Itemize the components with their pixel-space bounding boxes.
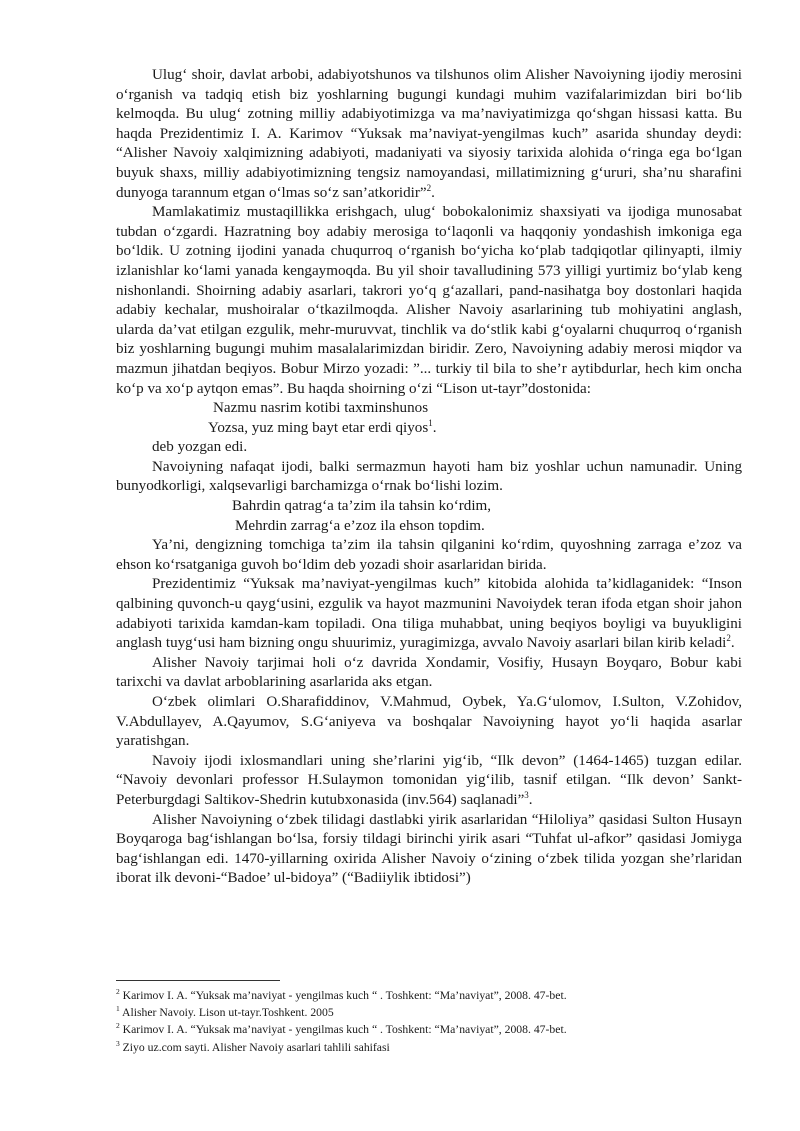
footnote: $^2$ Karimov I. A. “Yuksak ma’naviyat - yengilmas kuch “ . Toshkent: “Ma’naviyat”, 2008. 47-bet. <box>116 987 567 1002</box>
paragraph-life: Navoiyning nafaqat ijodi, balki sermazmun hayoti ham biz yoshlar uchun namunadir. Uning bunyodkorligi, xalqsevarligi barchamizga o‘rnak bo‘lishi lozim. <box>116 458 742 495</box>
footnote-divider <box>116 980 280 981</box>
verse-line: Mehrdin zarrag‘a e’zoz ila ehson topdim. <box>235 517 485 534</box>
page-body <box>116 66 742 889</box>
paragraph-independence: Mamlakatimiz mustaqillikka erishgach, ulug‘ bobokalonimiz shaxsiyati va ijodiga munosabat tubdan o‘zgardi. Hazratning boy adabiy merosiga to‘laqonli va haqqoniy yondashish imkoniga ega bo‘ldik. U zotning ijodini yanada chuqurroq o‘rganish bo‘yicha ko‘plab tadqiqotlar qilinyapti, ilmiy izlanishlar ko‘lami yanada kengaymoqda. Bu yil shoir tavalludining 573 yilligi yurtimiz bo‘ylab keng nishonlandi. Shoirning adabiy asarlari, takrori yo‘q g‘azallari, pand-nasihatga boy dostonlari haqida adabiy kechalar, mushoiralar o‘tkazilmoqda. Alisher Navoiy asarlarining tub mohiyatini anglash, ularda da’vat etilgan ezgulik, mehr-muruvvat, tinchlik va do‘stlik kabi g‘oyalarni chuqurroq o‘rganish biz yoshlarning bugungi muhim masalalarimizdan biridir. Zero, Navoiyning adabiy merosi miqdor va mazmun jihatdan beqiyos. Bobur Mirzo yozadi: ”... turkiy til bila to she’r aytibdurlar, hech kim oncha ko‘p va xo‘p aytqon emas”. Bu haqda shoirning o‘zi “Lison ut-tayr”dostonida: <box>116 204 742 397</box>
paragraph-meaning: Ya’ni, dengizning tomchiga ta’zim ila tahsin qilganini ko‘rdim, quyoshning zarraga e’zoz va ehson ko‘rsatganiga guvoh bo‘ldim deb yozadi shoir asarlaridan birida. <box>116 537 742 573</box>
paragraph-scholars: O‘zbek olimlari O.Sharafiddinov, V.Mahmud, Oybek, Ya.G‘ulomov, I.Sulton, V.Zohidov, V.Abdullayev, A.Qayumov, S.G‘aniyeva va boshqalar Navoiyning hayot yo‘li haqida asarlar yaratishgan. <box>116 694 742 750</box>
verse-line: Yozsa, yuz ming bayt etar erdi qiyos$^1$. <box>208 417 437 436</box>
paragraph-president: Prezidentimiz “Yuksak ma’naviyat-yengilmas kuch” kitobida alohida ta’kidlaganidek: “Inson qalbining quvonch-u qayg‘usini, ezgulik va hayot mazmunini Navoiydek teran ifoda etgan shoir jahon adabiyoti tarixida kamdan-kam topiladi. Ona tiliga muhabbat, uning beqiyos boyligi va buyukligini anglash tuyg‘usi ham bizning ongu shuurimiz, yuragimizga, avvalo Navoiy asarlari bilan kirib keladi$^2$. <box>116 576 742 652</box>
paragraph-works: Alisher Navoiyning o‘zbek tilidagi dastlabki yirik asarlaridan “Hiloliya” qasidasi Sulton Husayn Boyqaroga bag‘ishlangan bo‘lsa, forsiy tildagi birinchi yirik asari “Tuhfat ul-afkor” qasidasi Jomiyga bag‘ishlangan edi. 1470-yillarning oxirida Alisher Navoiy o‘zining o‘zbek tilida yozgan she’rlaridan iborat ilk devoni-“Badoe’ ul-bidoya” (“Badiiylik ibtidosi”) <box>116 811 742 887</box>
paragraph-biography: Alisher Navoiy tarjimai holi o‘z davrida Xondamir, Vosifiy, Husayn Boyqaro, Bobur kabi tarixchi va davlat arboblarining asarlarida aks etgan. <box>116 654 742 691</box>
paragraph-deb: deb yozgan edi. <box>152 439 248 456</box>
verse-line: Nazmu nasrim kotibi taxminshunos <box>213 400 429 417</box>
footnotes <box>116 987 742 1056</box>
paragraph-intro: Ulug‘ shoir, davlat arbobi, adabiyotshunos va tilshunos olim Alisher Navoiyning ijodiy merosini o‘rganish va tadqiq etish biz yoshlarning bugungi kundagi muhim vazifalarimizdan biri bo‘lib kelmoqda. Bu ulug‘ zotning milliy adabiyotimizga va ma’naviyatimizga qo‘shgan hissasi katta. Bu haqda Prezidentimiz I. A. Karimov “Yuksak ma’naviyat-yengilmas kuch” asarida shunday deydi: “Alisher Navoiy xalqimizning adabiyoti, madaniyati va siyosiy tarixida alohida o‘ringa ega bo‘lgan buyuk shaxs, milliy adabiyotimizning tengsiz namoyandasi, millatimizning g‘ururi, sha’nu sharafini dunyoga tarannum etgan o‘lmas so‘z san’atkoridir”$^2$. <box>116 67 742 201</box>
footnote: $^2$ Karimov I. A. “Yuksak ma’naviyat - yengilmas kuch “ . Toshkent: “Ma’naviyat”, 2008. 47-bet. <box>116 1021 567 1037</box>
paragraph-devon: Navoiy ijodi ixlosmandlari uning she’rlarini yig‘ib, “Ilk devon” (1464-1465) tuzgan edilar. “Navoiy devonlari professor H.Sulaymon tomonidan yig‘ilib, tasnif etilgan. “Ilk devon’ Sankt-Peterburgdagi Saltikov-Shedrin kutubxonasida (inv.564) saqlanadi”$^3$. <box>116 752 742 808</box>
footnote: $^3$ Ziyo uz.com sayti. Alisher Navoiy asarlari tahlili sahifasi <box>116 1038 390 1054</box>
footnote: $^1$ Alisher Navoiy. Lison ut-tayr.Toshkent. 2005 <box>116 1004 334 1020</box>
verse-line: Bahrdin qatrag‘a ta’zim ila tahsin ko‘rdim, <box>232 498 492 515</box>
